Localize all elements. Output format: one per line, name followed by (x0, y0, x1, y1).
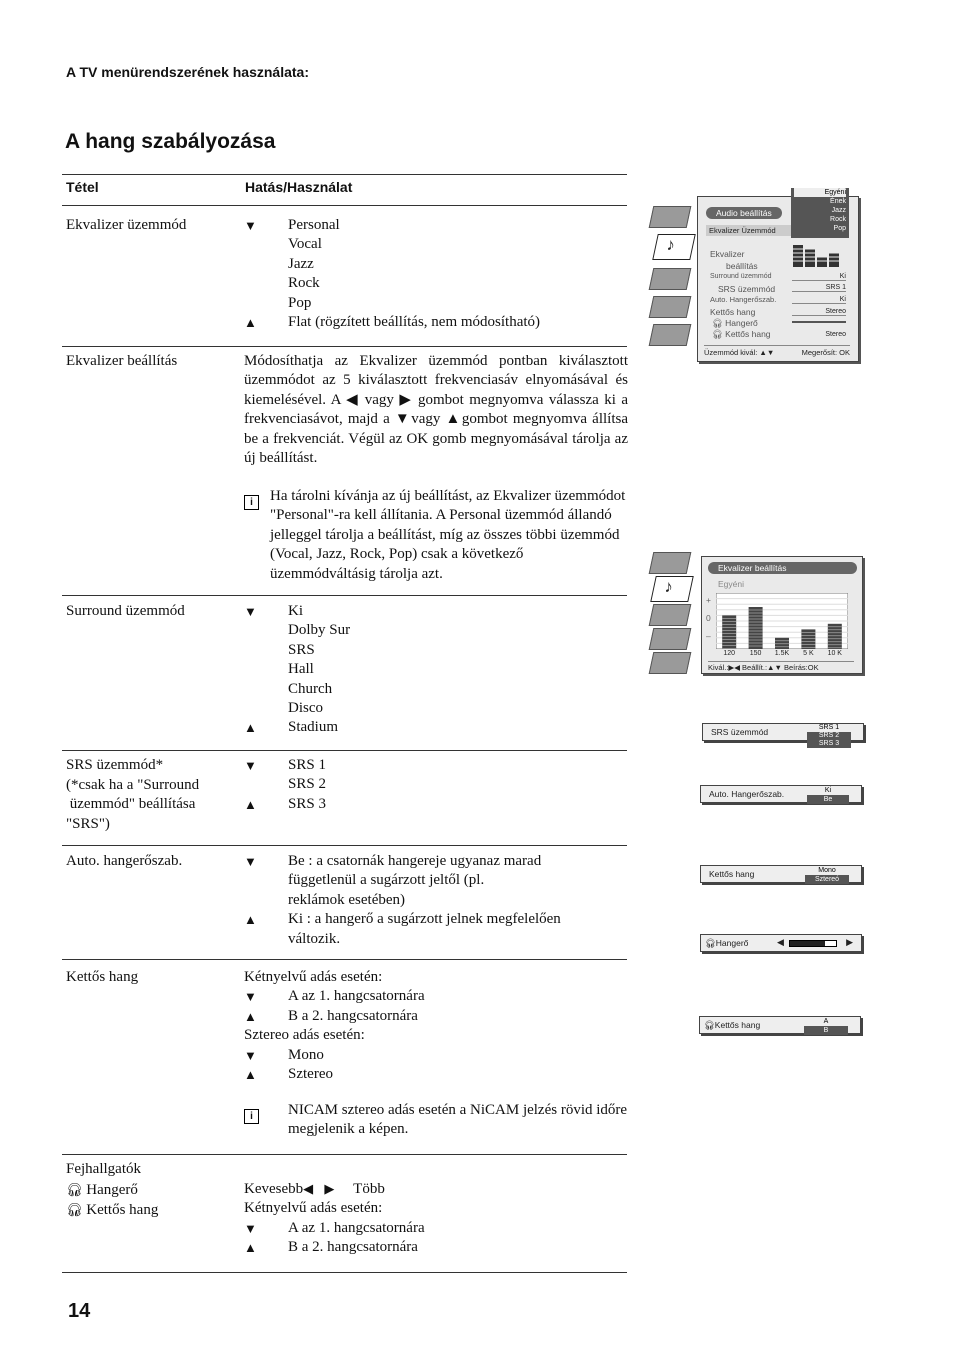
dual-options (244, 968, 628, 1084)
option: Jazz (288, 255, 314, 272)
eq-setting-note (244, 487, 628, 584)
option: Hall (288, 661, 314, 678)
right-arrow-icon: ▶ (324, 1181, 335, 1196)
hp-dual-value: Stereo (825, 331, 846, 338)
list-option[interactable]: B (823, 1027, 829, 1034)
hp-volume-bar (792, 321, 846, 323)
eq-band-label: 150 (749, 650, 762, 657)
option-line: Be : a csatornák hangereje ugyanaz marad (288, 853, 542, 869)
dropdown-option[interactable]: Egyéni (794, 188, 846, 197)
down-arrow-icon: ▼ (244, 218, 257, 233)
option-line: változik. (288, 930, 341, 947)
less-label: Kevesebb (244, 1181, 304, 1197)
eq-settings-osd (645, 548, 865, 678)
eq-band-label: 5 K (803, 650, 814, 657)
up-arrow-icon: ▲ (244, 315, 257, 331)
volume-slider[interactable] (777, 938, 853, 948)
avl-value: Ki (792, 296, 846, 304)
rule (62, 1154, 627, 1155)
plus-label: + (706, 595, 711, 605)
item-line: Kettős hang (86, 1202, 159, 1218)
eq-band-bar[interactable] (828, 624, 842, 649)
zero-label: 0 (706, 613, 711, 623)
info-icon: i (244, 1109, 259, 1124)
running-header: A TV menürendszerének használata: (66, 64, 310, 80)
srs-options (244, 756, 628, 814)
up-arrow-icon: ▲ (244, 1240, 257, 1256)
hp-dual-options-list[interactable] (804, 1017, 848, 1035)
osd-footer: Kivál.:▶◀ Beállít.:▲▼ Beírás:OK (708, 661, 854, 672)
picture-tab-icon (649, 206, 692, 228)
option: Pop (288, 294, 312, 311)
option-line: reklámok esetében) (288, 891, 406, 908)
headphone-icon: 🎧︎ (66, 1181, 83, 1197)
item-line: (*csak ha a "Surround (66, 776, 200, 793)
dropdown-option[interactable]: Jazz (831, 207, 846, 214)
stereo-label: Sztereo adás esetén: (244, 1027, 365, 1044)
avl-options (244, 852, 628, 949)
list-option[interactable]: Mono (805, 866, 849, 875)
eq-band-label: 10 K (827, 650, 842, 657)
down-arrow-icon: ▼ (244, 854, 257, 869)
eq-mode-label: Egyéni (718, 579, 744, 589)
eq-band-label: 120 (723, 650, 736, 657)
down-arrow-icon: ▼ (244, 758, 257, 773)
menu-item-dual[interactable]: Kettős hang (710, 307, 756, 317)
info-icon: i (244, 495, 259, 510)
down-arrow-icon: ▼ (244, 604, 257, 619)
menu-item-hp-dual[interactable]: 🎧︎ Kettős hang (712, 329, 771, 339)
note-text: Ha tárolni kívánja az új beállítást, az Ekvalizer üzemmódot "Personal"-ra kell állítania. A Personal üzemmód állandó jelleggel tárolja a beállítást, míg az összes többi üzemmód (Vocal, Jazz, Rock, Pop) csak a következő üzemmódváltásig tárolja azt. (270, 488, 626, 582)
eq-bands-chart (716, 593, 848, 649)
right-arrow-icon[interactable]: ▶ (846, 937, 853, 947)
eq-band-bar[interactable] (722, 615, 736, 649)
item-line: Fejhallgatók (66, 1161, 141, 1177)
up-arrow-icon: ▲ (244, 912, 257, 928)
item-eq-setting: Ekvalizer beállítás (66, 353, 178, 369)
column-header-item: Tétel (66, 179, 99, 195)
list-option[interactable]: Be (823, 796, 833, 803)
setup-tab-icon (649, 296, 692, 318)
item-line: SRS üzemmód* (66, 757, 164, 773)
menu-item-eq-2: beállítás (726, 261, 758, 271)
page-title: A hang szabályozása (65, 130, 276, 153)
option: Dolby Sur (288, 622, 351, 639)
rule (62, 750, 627, 751)
up-arrow-icon: ▲ (244, 796, 257, 812)
option: Ki (288, 603, 303, 619)
item-line: üzemmód" beállítása (66, 796, 196, 812)
sound-tab-icon: ♪ (652, 234, 696, 260)
option-line: Ki : a hangerő a sugárzott jelnek megfelelően (288, 911, 561, 928)
up-arrow-icon: ▲ (244, 720, 257, 736)
option: Sztereo (288, 1066, 333, 1083)
dropdown-option[interactable]: Rock (830, 216, 846, 223)
item-eq-mode: Ekvalizer üzemmód (66, 217, 187, 233)
option: Church (288, 680, 333, 697)
rule (62, 959, 627, 960)
setup-tab-icon (649, 628, 692, 650)
info-tab-icon (649, 324, 692, 346)
panel-title: Audio beállítás (706, 207, 782, 219)
menu-item-avl[interactable]: Auto. Hangerőszab. (710, 295, 777, 304)
eq-mode-dropdown[interactable] (791, 188, 849, 238)
option: A az 1. hangcsatornára (288, 1219, 425, 1236)
page-number: 14 (68, 1300, 91, 1322)
option: Flat (rögzített beállítás, nem módosítható) (288, 314, 541, 331)
rule (62, 845, 627, 846)
option: Vocal (288, 236, 322, 253)
left-arrow-icon: ◀ (303, 1181, 314, 1196)
eq-mode-options (244, 216, 628, 332)
option: SRS (288, 641, 315, 658)
option: A az 1. hangcsatornára (288, 988, 425, 1005)
dropdown-option[interactable]: Pop (833, 225, 846, 232)
features-tab-icon (649, 604, 692, 626)
srs-mode-bar[interactable] (702, 723, 864, 747)
eq-preview-icon (790, 241, 848, 267)
eq-band-label: 1.5K (774, 650, 790, 657)
srs-value: SRS 1 (792, 284, 846, 292)
sound-tab-icon: ♪ (650, 576, 694, 602)
dual-options-list[interactable] (805, 866, 849, 884)
list-option[interactable]: SRS 3 (818, 740, 840, 747)
option: Stadium (288, 719, 339, 736)
option: Disco (288, 700, 323, 717)
left-arrow-icon[interactable]: ◀ (777, 937, 784, 947)
note-text: NICAM sztereo adás esetén a NiCAM jelzés rövid időre megjelenik a képen. (288, 1102, 628, 1138)
option: B a 2. hangcsatornára (288, 1239, 418, 1256)
eq-band-labels (716, 650, 848, 660)
up-arrow-icon: ▲ (244, 1008, 257, 1024)
dual-sound-bar[interactable] (700, 865, 862, 883)
up-arrow-icon: ▲ (244, 1067, 257, 1083)
osd-footer: Üzemmód kivál: ▲▼ Megerősít: OK (704, 345, 850, 357)
eq-band-bar[interactable] (775, 638, 789, 649)
eq-panel (701, 556, 863, 674)
menu-item-hp-volume[interactable]: 🎧︎ Hangerő (712, 318, 758, 328)
surround-options (244, 602, 628, 738)
headphones-options (244, 1179, 628, 1258)
item-avl: Auto. hangerőszab. (66, 853, 183, 869)
features-tab-icon (649, 268, 692, 290)
eq-setting-text: Módosíthatja az Ekvalizer üzemmód pontban kiválasztott üzemmódot az 5 kiválasztott frekvenciasáv elnyomásával és kiemelésével. A ◀ vagy ▶ gombot megnyomva válassza ki a frekvenciasávot, majd a ▼vagy ▲gombot megnyomva állítsa be a frekvenciát. Végül az OK gomb megnyomásával tárolja az új beállítást. (244, 353, 628, 467)
list-option[interactable]: SRS 1 (807, 724, 851, 732)
item-line: "SRS") (66, 815, 110, 832)
rule (62, 205, 627, 206)
menu-item-eq[interactable]: Ekvalizer (710, 249, 745, 259)
option: Rock (288, 275, 320, 292)
menu-item-eq-mode[interactable]: Ekvalizer Üzemmód (706, 225, 798, 236)
bar-label: Auto. Hangerőszab. (709, 789, 785, 799)
item-headphones (66, 1160, 241, 1221)
surround-value: Ki (792, 273, 846, 281)
column-header-effect: Hatás/Használat (245, 179, 353, 195)
list-option[interactable]: A (804, 1017, 848, 1026)
option: Mono (288, 1046, 324, 1063)
item-surround: Surround üzemmód (66, 603, 185, 619)
minus-label: – (706, 631, 711, 641)
rule (62, 595, 627, 596)
list-option[interactable]: Sztereó (814, 876, 840, 883)
option: Personal (288, 217, 340, 233)
option: SRS 1 (288, 757, 326, 773)
bar-label: Kettős hang (709, 869, 755, 879)
dual-value: Stereo (792, 308, 846, 316)
bilingual-label: Kétnyelvű adás esetén: (244, 969, 383, 985)
item-srs (66, 756, 241, 834)
rule (62, 174, 627, 175)
bar-label: 🎧︎Kettős hang (704, 1020, 761, 1030)
list-option[interactable]: Ki (807, 786, 849, 795)
more-label: Több (353, 1181, 385, 1197)
option: B a 2. hangcsatornára (288, 1007, 418, 1024)
headphone-icon: 🎧︎ (66, 1202, 83, 1217)
option: SRS 2 (288, 776, 326, 793)
audio-settings-osd (645, 186, 865, 366)
headphone-dual-bar[interactable] (699, 1016, 861, 1034)
headphone-volume-bar[interactable] (700, 934, 862, 952)
down-arrow-icon: ▼ (244, 1220, 257, 1236)
panel-title: Ekvalizer beállítás (708, 562, 857, 574)
rule (62, 1272, 627, 1273)
option-line: függetlenül a sugárzott jeltől (pl. (288, 872, 485, 889)
menu-item-srs[interactable]: SRS üzemmód (718, 284, 776, 294)
list-option[interactable]: SRS 2 (818, 732, 840, 739)
dual-note (244, 1101, 628, 1140)
srs-options-list[interactable] (807, 724, 851, 748)
picture-tab-icon (649, 552, 692, 574)
item-dual: Kettős hang (66, 969, 139, 985)
avl-options-list[interactable] (807, 786, 849, 804)
down-arrow-icon: ▼ (244, 1047, 257, 1063)
bar-label: 🎧︎Hangerő (705, 938, 749, 948)
menu-item-surround[interactable]: Surround üzemmód (710, 273, 772, 280)
dropdown-option[interactable]: Ének (830, 198, 846, 205)
down-arrow-icon: ▼ (244, 989, 257, 1005)
bilingual-label: Kétnyelvű adás esetén: (244, 1200, 383, 1217)
bar-label: SRS üzemmód (711, 727, 769, 737)
volume-fill (790, 941, 825, 946)
option: SRS 3 (288, 795, 326, 812)
item-line: Hangerő (86, 1181, 138, 1198)
rule (62, 346, 627, 347)
info-tab-icon (649, 652, 692, 674)
avl-bar[interactable] (700, 785, 862, 803)
